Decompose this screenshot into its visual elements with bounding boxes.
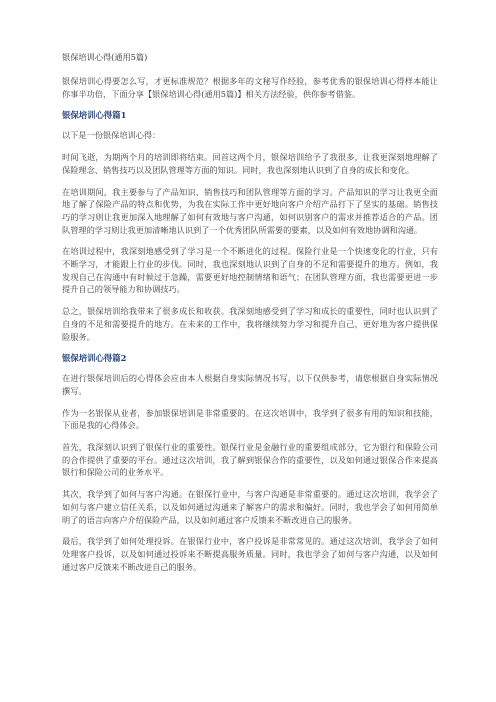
paragraph: 最后，我学到了如何处理投诉。在银保行业中，客户投诉是非常常见的。通过这次培训，我学会了如何处理客户投诉，以及如何通过投诉来不断提高服务质量。同时，我也学会了如何与客户沟通，以及如何通过客户反馈来不断改进自己的服务。	[62, 536, 438, 572]
paragraph: 在进行银保培训后的心得体会应由本人根据自身实际情况书写，以下仅供参考，请您根据自身实际情况撰写。	[62, 373, 438, 396]
paragraph: 作为一名银保从业者，参加银保培训是非常重要的。在这次培训中，我学到了很多有用的知识和技能，下面是我的心得体会。	[62, 407, 438, 431]
section-2	[62, 352, 438, 573]
intro-paragraph: 银保培训心得要怎么写，才更标准规范？根据多年的文秘写作经验，参考优秀的银保培训心得样本能让你事半功倍，下面分享【银保培训心得(通用5篇)】相关方法经验，供你参考借鉴。	[62, 76, 438, 99]
document-title: 银保培训心得(通用5篇)	[62, 52, 148, 62]
paragraph: 其次，我学到了如何与客户沟通。在银保行业中，与客户沟通是非常重要的。通过这次培训，我学会了如何与客户建立信任关系，以及如何通过沟通来了解客户的需求和偏好。同时，我也学会了如何用简单明了的语言向客户介绍保险产品，以及如何通过客户反馈来不断改进自己的服务。	[62, 489, 438, 525]
paragraph: 在培训过程中，我深刻地感受到了学习是一个不断进化的过程。保险行业是一个快速变化的行业，只有不断学习，才能跟上行业的步伐。同时，我也深刻地认识到了自身的不足和需要提升的地方。例如，我发现自己在沟通中有时候过于急躁，需要更好地控制情绪和语气；在团队管理方面，我也需要更进一步提升自己的领导能力和协调技巧。	[62, 246, 438, 295]
document-page	[62, 52, 438, 692]
section-heading: 银保培训心得篇2	[62, 353, 127, 364]
paragraph: 首先，我深刻认识到了银保行业的重要性。银保行业是金融行业的重要组成部分，它为银行和保险公司的合作提供了重要的平台。通过这次培训，我了解到银保合作的重要性，以及如何通过银保合作来提高银行和保险公司的业务水平。	[62, 442, 438, 478]
paragraph: 总之，银保培训给我带来了很多成长和收获。我深刻地感受到了学习和成长的重要性，同时也认识到了自身的不足和需要提升的地方。在未来的工作中，我将继续努力学习和提升自己，更好地为客户提供保险服务。	[62, 306, 438, 342]
paragraph: 在培训期间，我主要参与了产品知识、销售技巧和团队管理等方面的学习。产品知识的学习让我更全面地了解了保险产品的特点和优势，为我在实际工作中更好地向客户介绍产品打下了坚实的基础。销售技巧的学习则让我更加深入地理解了如何有效地与客户沟通，如何识别客户的需求并推荐适合的产品。团队管理的学习则让我更加清晰地认识到了一个优秀团队所需要的要素，以及如何有效地协调和沟通。	[62, 186, 438, 235]
paragraph: 时间飞逝，为期两个月的培训即将结束。回首这两个月，银保培训给予了我很多，让我更深刻地理解了保险理念、销售技巧以及团队管理等方面的知识。同时，我也深刻地认识到了自身的成长和变化。	[62, 152, 438, 175]
paragraph: 以下是一份银保培训心得：	[62, 130, 161, 141]
section-1	[62, 109, 438, 343]
section-heading: 银保培训心得篇1	[62, 110, 127, 121]
